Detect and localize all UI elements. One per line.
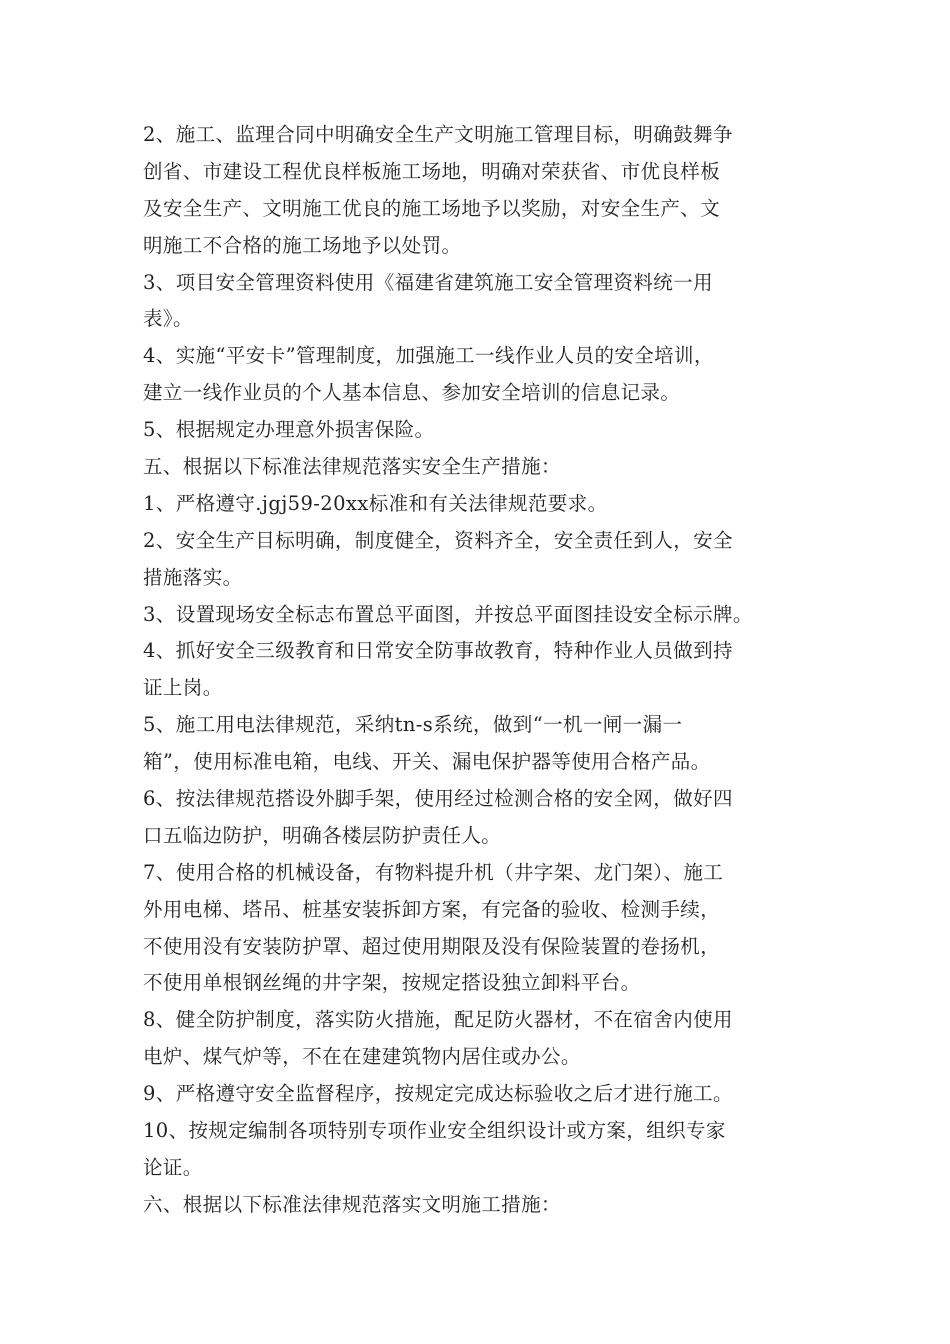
text-line: 箱”，使用标准电箱，电线、开关、漏电保护器等使用合格产品。 (143, 750, 711, 774)
text-line: 7、使用合格的机械设备，有物料提升机（井字架、龙门架）、施工 (143, 860, 724, 884)
text-line: 5、根据规定办理意外损害保险。 (143, 418, 435, 442)
text-line: 论证。 (143, 1155, 203, 1179)
text-line: 创省、市建设工程优良样板施工场地，明确对荣获省、市优良样板 (143, 159, 721, 183)
text-line: 3、设置现场安全标志布置总平面图，并按总平面图挂设安全标示牌。 (143, 602, 753, 626)
section-heading: 六、根据以下标准法律规范落实文明施工措施： (143, 1192, 561, 1216)
text-line: 不使用单根钢丝绳的井字架，按规定搭设独立卸料平台。 (143, 971, 641, 995)
text-line: 及安全生产、文明施工优良的施工场地予以奖励，对安全生产、文 (143, 196, 721, 220)
text-line: 6、按法律规范搭设外脚手架，使用经过检测合格的安全网，做好四 (143, 787, 733, 811)
text-line: 1、严格遵守.jgj59-20xx标准和有关法律规范要求。 (143, 491, 608, 515)
section-heading: 五、根据以下标准法律规范落实安全生产措施： (143, 455, 561, 479)
text-line: 不使用没有安装防护罩、超过使用期限及没有保险装置的卷扬机， (143, 934, 721, 958)
text-line: 2、安全生产目标明确，制度健全，资料齐全，安全责任到人，安全 (143, 528, 733, 552)
text-line: 3、项目安全管理资料使用《福建省建筑施工安全管理资料统一用 (143, 270, 714, 294)
text-line: 5、施工用电法律规范，采纳tn-s系统，做到“一机一闸一漏一 (143, 713, 683, 737)
text-line: 2、施工、监理合同中明确安全生产文明施工管理目标，明确鼓舞争 (143, 123, 733, 146)
text-line: 证上岗。 (143, 676, 223, 700)
text-line: 表》。 (143, 307, 193, 331)
text-line: 9、严格遵守安全监督程序，按规定完成达标验收之后才进行施工。 (143, 1082, 733, 1106)
text-line: 8、健全防护制度，落实防火措施，配足防火器材，不在宿舍内使用 (143, 1008, 733, 1032)
text-line: 电炉、煤气炉等，不在在建建筑物内居住或办公。 (143, 1045, 581, 1069)
text-line: 明施工不合格的施工场地予以处罚。 (143, 233, 462, 257)
text-line: 口五临边防护，明确各楼层防护责任人。 (143, 823, 502, 847)
document-body (143, 117, 811, 1224)
text-line: 4、实施“平安卡”管理制度，加强施工一线作业人员的安全培训， (143, 344, 714, 368)
text-line: 4、抓好安全三级教育和日常安全防事故教育，特种作业人员做到持 (143, 639, 733, 663)
text-line: 措施落实。 (143, 565, 243, 589)
text-line: 外用电梯、塔吊、桩基安装拆卸方案，有完备的验收、检测手续， (143, 897, 721, 921)
text-line: 10、按规定编制各项特别专项作业安全组织设计或方案，组织专家 (143, 1119, 726, 1143)
text-line: 建立一线作业员的个人基本信息、参加安全培训的信息记录。 (143, 381, 681, 405)
